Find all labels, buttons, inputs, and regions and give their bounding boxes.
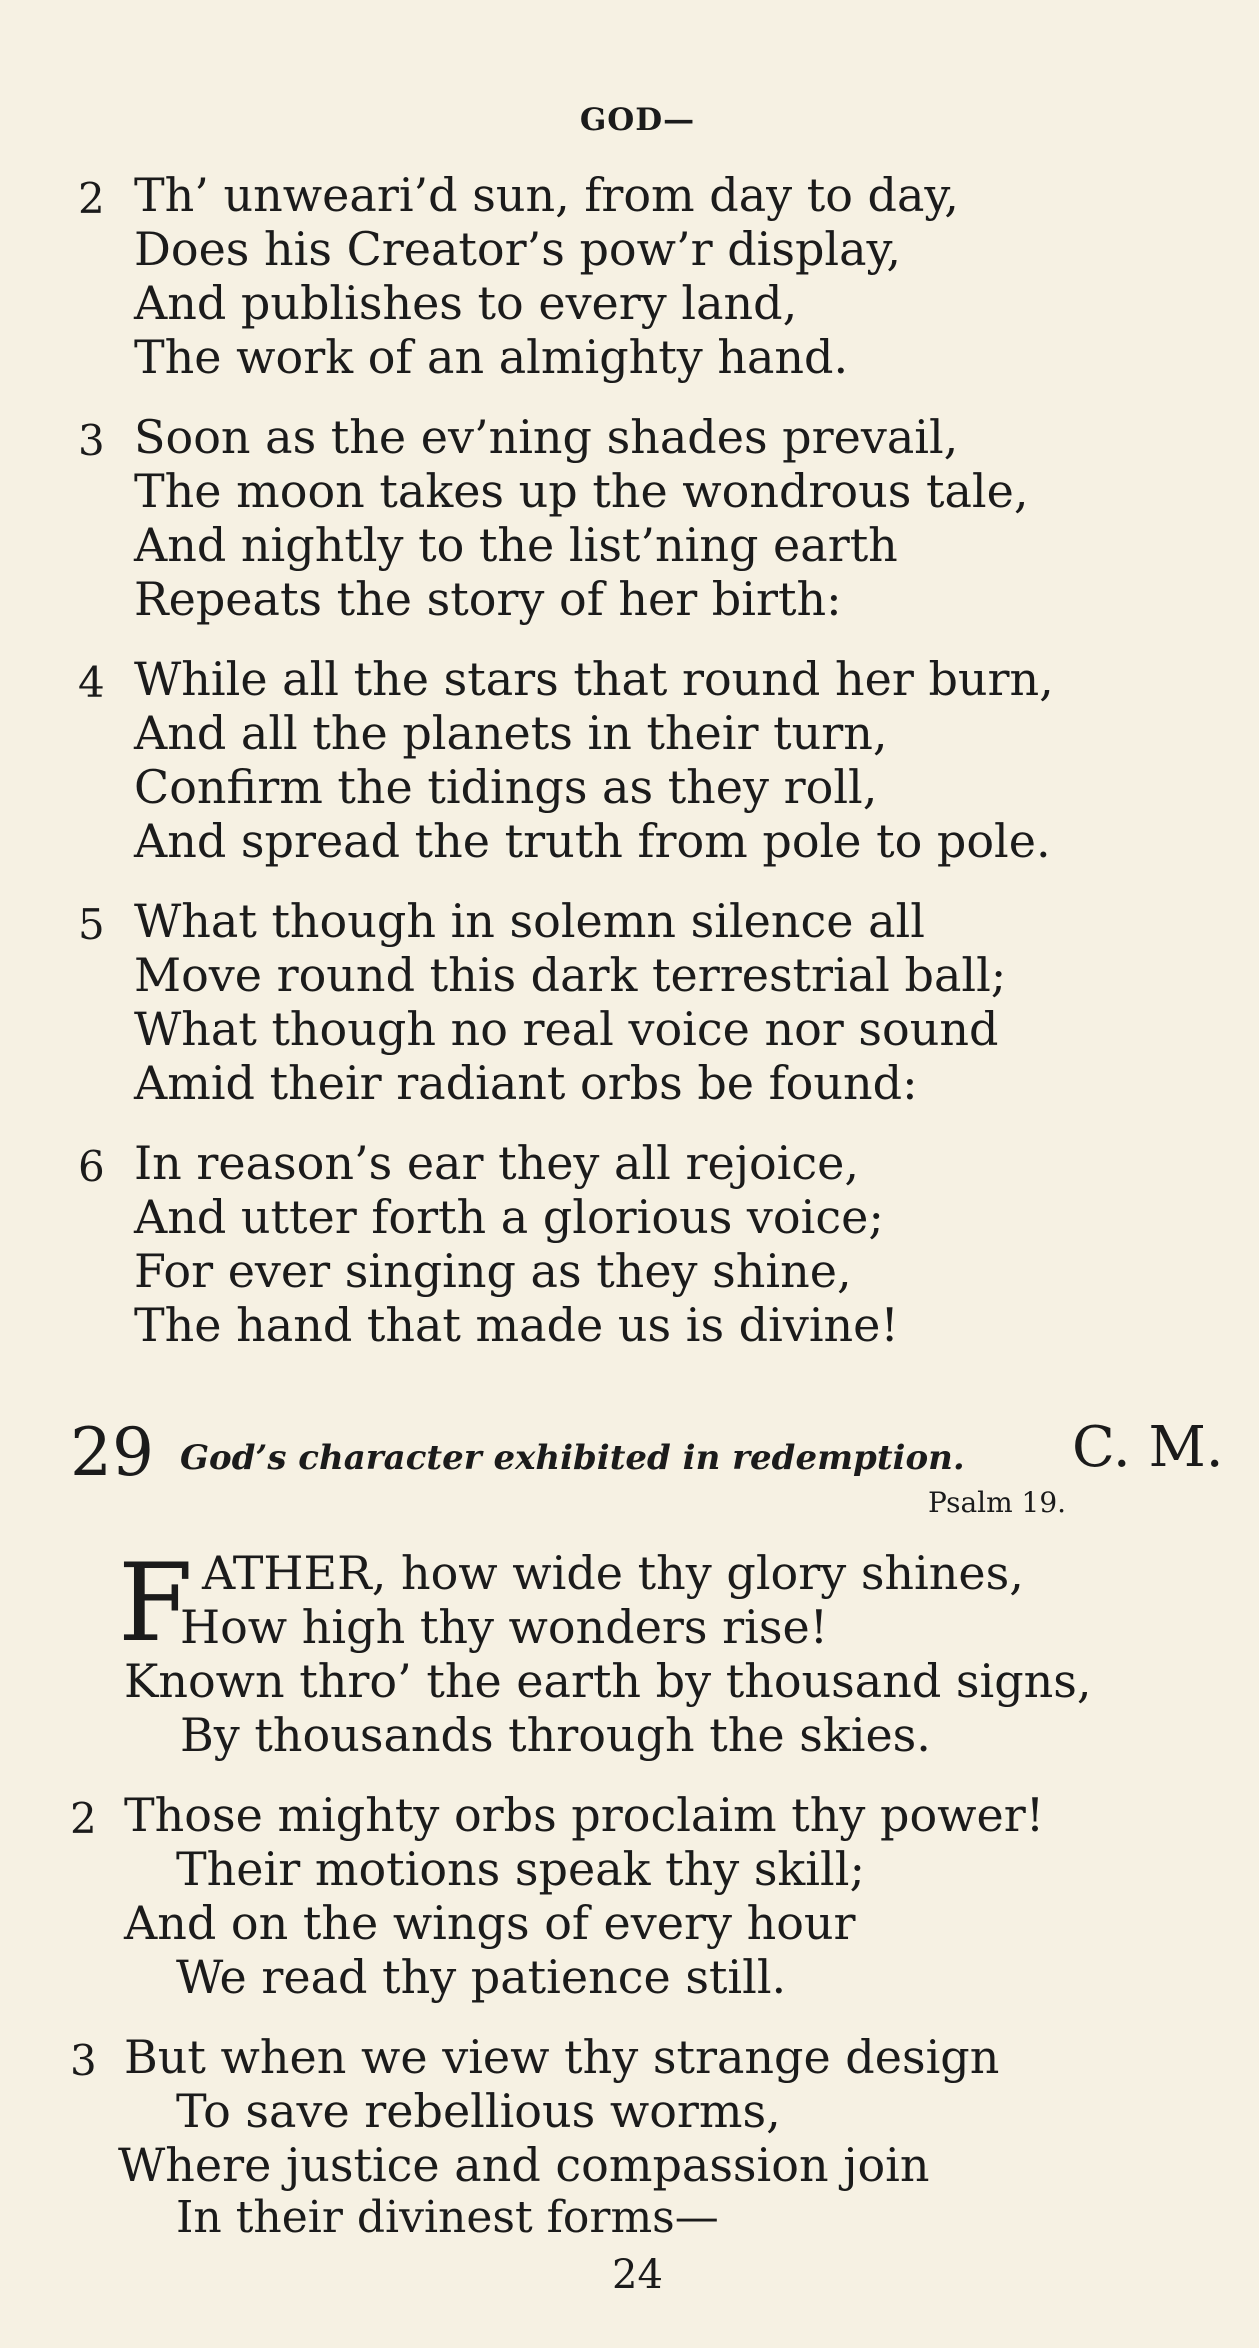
verse-line: And utter forth a glorious voice; xyxy=(134,1190,884,1244)
verse-line: For ever singing as they shine, xyxy=(134,1244,852,1298)
stanza-number: 4 xyxy=(78,658,105,707)
verse-line: Known thro’ the earth by thousand signs, xyxy=(124,1654,1092,1708)
verse-line: To save rebellious worms, xyxy=(176,2084,781,2138)
verse-line: And on the wings of every hour xyxy=(124,1896,856,1950)
page-number: 24 xyxy=(612,2252,663,2298)
stanza-number: 2 xyxy=(78,174,105,223)
verse-line: Th’ unweari’d sun, from day to day, xyxy=(134,168,959,222)
verse-line: ATHER, how wide thy glory shines, xyxy=(202,1546,1024,1600)
stanza-number: 3 xyxy=(70,2036,97,2085)
verse-line: Confirm the tidings as they roll, xyxy=(134,760,878,814)
stanza-number: 3 xyxy=(78,416,105,465)
verse-line: Amid their radiant orbs be found: xyxy=(134,1056,918,1110)
verse-line: The work of an almighty hand. xyxy=(134,330,849,384)
verse-line: Those mighty orbs proclaim thy power! xyxy=(124,1788,1045,1842)
verse-line: Where justice and compassion join xyxy=(118,2138,930,2192)
verse-line: What though no real voice nor sound xyxy=(134,1002,999,1056)
hymn-heading xyxy=(0,1414,1259,1530)
scripture-reference: Psalm 19. xyxy=(928,1486,1067,1519)
verse-line: The hand that made us is divine! xyxy=(134,1298,899,1352)
verse-line: What though in solemn silence all xyxy=(134,894,925,948)
verse-line: Repeats the story of her birth: xyxy=(134,572,842,626)
verse-line: In their divinest forms— xyxy=(176,2192,719,2243)
verse-line: In reason’s ear they all rejoice, xyxy=(134,1136,859,1190)
verse-line: Move round this dark terrestrial ball; xyxy=(134,948,1007,1002)
verse-line: By thousands through the skies. xyxy=(180,1708,931,1762)
verse-line: The moon takes up the wondrous tale, xyxy=(134,464,1029,518)
verse-line: And nightly to the list’ning earth xyxy=(134,518,898,572)
verse-line: And spread the truth from pole to pole. xyxy=(134,814,1051,868)
hymn-meter: C. M. xyxy=(1072,1415,1224,1480)
verse-line: And all the planets in their turn, xyxy=(134,706,888,760)
stanza-number: 6 xyxy=(78,1142,105,1191)
verse-line: Does his Creator’s pow’r display, xyxy=(134,222,902,276)
verse-line: Soon as the ev’ning shades prevail, xyxy=(134,410,959,464)
stanza-number: 2 xyxy=(70,1794,97,1843)
stanza-number: 5 xyxy=(78,900,105,949)
verse-line: We read thy patience still. xyxy=(176,1950,787,2004)
hymn-title: God’s character exhibited in redemption. xyxy=(180,1438,965,1478)
verse-line: But when we view thy strange design xyxy=(124,2030,1000,2084)
running-head: GOD— xyxy=(579,102,696,138)
verse-line: And publishes to every land, xyxy=(134,276,798,330)
verse-line: How high thy wonders rise! xyxy=(180,1600,829,1654)
drop-cap: F xyxy=(118,1541,193,1666)
verse-line: While all the stars that round her burn, xyxy=(134,652,1054,706)
hymn-number: 29 xyxy=(70,1414,154,1491)
verse-line: Their motions speak thy skill; xyxy=(176,1842,865,1896)
